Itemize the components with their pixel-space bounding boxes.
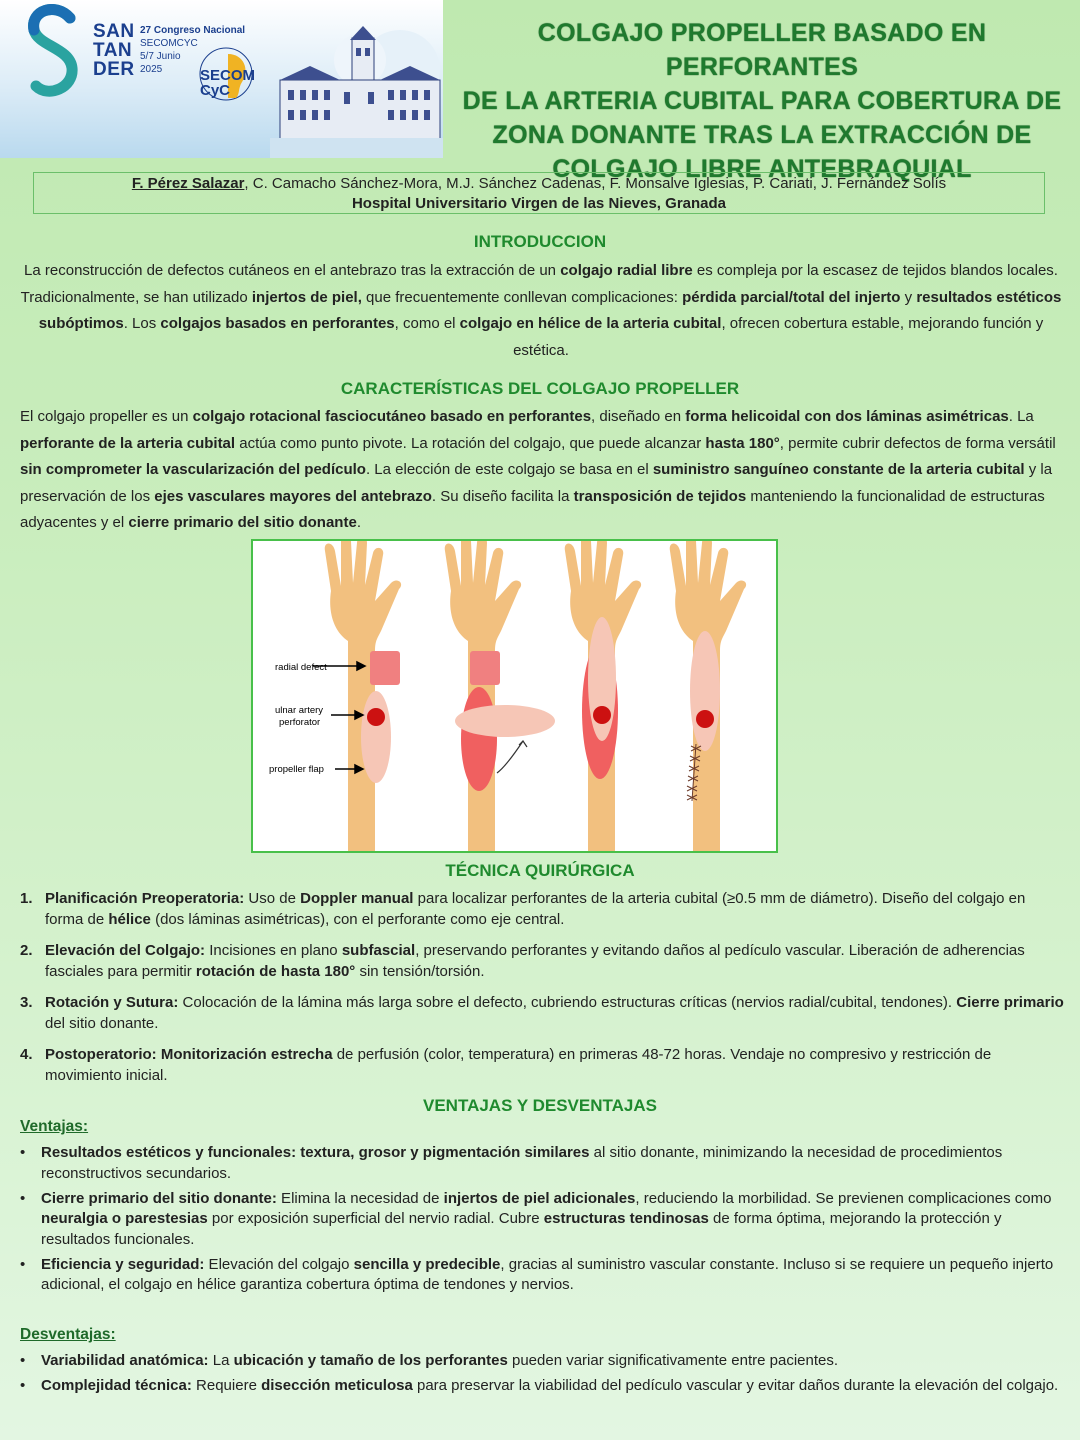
co-authors: , C. Camacho Sánchez-Mora, M.J. Sánchez Cadenas, F. Monsalve Iglesias, P. Cariati, J. Fernández Solís xyxy=(244,175,947,192)
authors-box xyxy=(33,172,1045,214)
propeller-flap-figure xyxy=(251,539,778,853)
technique-step: 4. Postoperatorio: Monitorización estrecha de perfusión (color, temperatura) en primeras 48-72 horas. Vendaje no compresivo y restricción de movimiento inicial. xyxy=(20,1046,992,1084)
santander-wordmark: SAN TAN DER xyxy=(93,21,135,80)
santander-s-logo xyxy=(26,4,82,100)
cons-label: Desventajas: xyxy=(20,1326,116,1343)
palace-illustration xyxy=(270,20,443,158)
technique-step: 1. Planificación Preoperatoria: Uso de Doppler manual para localizar perforantes de la arteria cubital (≥0.5 mm de diámetro). Diseño del colgajo en forma de hélice (dos láminas asimétricas), con el perforante como eje central. xyxy=(20,890,1026,928)
hospital-affiliation: Hospital Universitario Virgen de las Nieves, Granada xyxy=(351,195,727,212)
perforator-dot xyxy=(367,708,385,726)
label-ulnar-artery: ulnar artery xyxy=(275,705,324,716)
pros-list xyxy=(20,1143,1065,1300)
congress-info: 27 Congreso Nacional SECOMCYC 5/7 Junio 2025 xyxy=(140,25,246,75)
features-heading: CARACTERÍSTICAS DEL COLGAJO PROPELLER xyxy=(340,379,740,398)
technique-heading: TÉCNICA QUIRÚRGICA xyxy=(445,861,635,880)
pros-cons-heading: VENTAJAS Y DESVENTAJAS xyxy=(423,1096,657,1115)
header-banner xyxy=(0,0,443,158)
cons-item: • Variabilidad anatómica: La ubicación y tamaño de los perforantes pueden variar significativamente entre pacientes. xyxy=(20,1351,1065,1372)
radial-defect-mark xyxy=(370,651,400,685)
pros-label: Ventajas: xyxy=(20,1118,89,1135)
technique-step: 2. Elevación del Colgajo: Incisiones en plano subfascial, preservando perforantes y evitando daños al pedículo vascular. Liberación de adherencias fasciales para permitir rotación de hasta 180° sin tensión/torsión. xyxy=(20,942,1025,980)
intro-paragraph: La reconstrucción de defectos cutáneos en el antebrazo tras la extracción de un colgajo radial libre es compleja por la escasez de tejidos blandos locales. Tradicionalmente, se han utilizado injertos de piel, que frecuentemente conllevan complicaciones: pérdida parcial/total del injerto y resultados estéticos subóptimos. Los colgajos basados en perforantes, como el colgajo en hélice de la arteria cubital, ofrecen cobertura estable, mejorando función y estética. xyxy=(20,262,1062,359)
arm-diagrams xyxy=(253,541,776,851)
technique-steps xyxy=(20,889,1065,1097)
label-propeller-flap: propeller flap xyxy=(269,764,324,775)
cons-list xyxy=(20,1351,1065,1401)
propeller-flap-outline xyxy=(361,691,391,783)
technique-step: 3. Rotación y Sutura: Colocación de la lámina más larga sobre el defecto, cubriendo estructuras críticas (nervios radial/cubital, tendones). Cierre primario del sitio donante. xyxy=(20,994,1064,1032)
pros-item: • Resultados estéticos y funcionales: textura, grosor y pigmentación similares al sitio donante, minimizando la necesidad de procedimientos reconstructivos secundarios. xyxy=(20,1143,1065,1184)
cons-item: • Complejidad técnica: Requiere disección meticulosa para preservar la viabilidad del pedículo vascular y evitar daños durante la elevación del colgajo. xyxy=(20,1376,1065,1397)
pros-item: • Cierre primario del sitio donante: Elimina la necesidad de injertos de piel adicionales, reduciendo la morbilidad. Se previenen complicaciones como neuralgia o parestesias por exposición superficial del nervio radial. Cubre estructuras tendinosas de forma óptima, mejorando la protección y resultados funcionales. xyxy=(20,1189,1065,1251)
lead-author: F. Pérez Salazar xyxy=(131,175,245,192)
features-paragraph: El colgajo propeller es un colgajo rotacional fasciocutáneo basado en perforantes, diseñado en forma helicoidal con dos láminas asimétricas. La perforante de la arteria cubital actúa como punto pivote. La rotación del colgajo, que puede alcanzar hasta 180°, permite cubrir defectos de forma versátil sin comprometer la vascularización del pedículo. La elección de este colgajo se basa en el suministro sanguíneo constante de la arteria cubital y la preservación de los ejes vasculares mayores del antebrazo. Su diseño facilita la transposición de tejidos manteniendo la funcionalidad de estructuras adyacentes y el cierre primario del sitio donante. xyxy=(20,408,1056,531)
label-radial-defect: radial defect xyxy=(275,662,327,673)
intro-heading: INTRODUCCION xyxy=(473,232,607,251)
poster-title: COLGAJO PROPELLER BASADO EN PERFORANTES DE LA ARTERIA CUBITAL PARA COBERTURA DE ZONA DONANTE TRAS LA EXTRACCIÓN DE COLGAJO LIBRE ANTEBRAQUIAL xyxy=(462,19,1062,183)
pros-item: • Eficiencia y seguridad: Elevación del colgajo sencilla y predecible, gracias al suministro vascular constante. Incluso si se requiere un pequeño injerto adicional, el colgajo en hélice garantiza cobertura óptima de tendones y nervios. xyxy=(20,1255,1065,1296)
label-perforator: perforator xyxy=(279,717,321,728)
secom-cyc-label: SECOM CyC xyxy=(200,67,256,99)
